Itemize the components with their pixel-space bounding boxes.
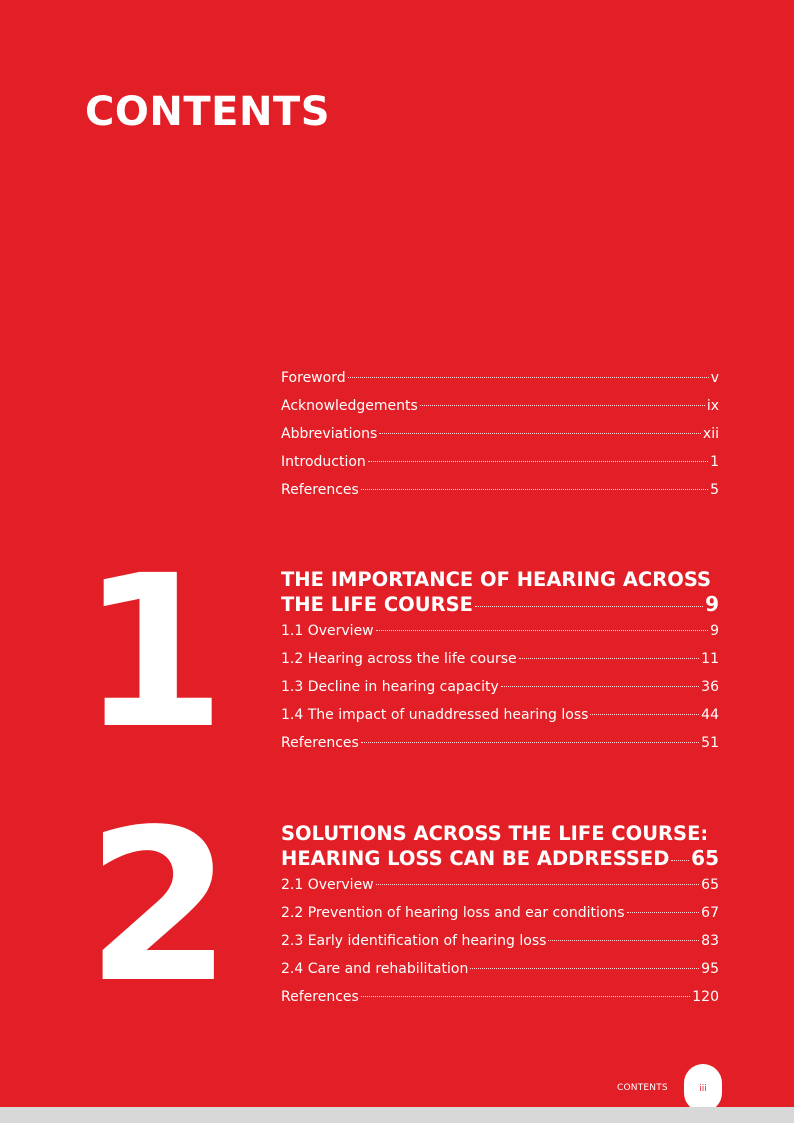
toc-entry[interactable] <box>281 955 719 983</box>
toc-entry-label: Abbreviations <box>281 426 378 442</box>
dot-leader <box>470 967 699 969</box>
toc-entry-page: 9 <box>710 623 719 639</box>
toc-entry-acknowledgements[interactable] <box>281 392 719 420</box>
dot-leader <box>519 657 700 659</box>
toc-entry-page: 5 <box>710 482 719 498</box>
toc-entry[interactable] <box>281 701 719 729</box>
toc-entry[interactable] <box>281 645 719 673</box>
chapter-title-line1: THE IMPORTANCE OF HEARING ACROSS <box>281 568 712 591</box>
toc-entry[interactable] <box>281 673 719 701</box>
toc-entry-page: 36 <box>701 679 719 695</box>
chapter-title-line1: SOLUTIONS ACROSS THE LIFE COURSE: <box>281 822 709 845</box>
toc-entry[interactable] <box>281 927 719 955</box>
toc-entry-label: 2.4 Care and rehabilitation <box>281 961 469 977</box>
toc-entry-label: Introduction <box>281 454 366 470</box>
footer-section-label: CONTENTS <box>617 1083 668 1093</box>
toc-entry-page: 1 <box>710 454 719 470</box>
chapter-number: 2 <box>86 784 233 1029</box>
toc-entry-page: 44 <box>701 707 719 723</box>
toc-entry-introduction[interactable] <box>281 448 719 476</box>
chapter-1-section <box>281 568 719 757</box>
chapter-page: 65 <box>691 846 719 870</box>
toc-entry-page: xii <box>702 426 719 442</box>
dot-leader <box>361 741 699 743</box>
toc-entry[interactable] <box>281 983 719 1011</box>
chapter-title-line2: THE LIFE COURSE <box>281 593 473 616</box>
page-bottom-margin <box>0 1107 794 1123</box>
toc-entry-page: 83 <box>701 933 719 949</box>
dot-leader <box>420 404 705 406</box>
front-matter-list <box>281 364 719 504</box>
toc-entry-abbreviations[interactable] <box>281 420 719 448</box>
dot-leader <box>475 605 703 607</box>
toc-entry-page: 65 <box>701 877 719 893</box>
toc-entry-page: 51 <box>701 735 719 751</box>
dot-leader <box>368 460 708 462</box>
toc-entry-label: Acknowledgements <box>281 398 418 414</box>
footer-page-number: iii <box>684 1064 722 1107</box>
toc-entry-foreword[interactable] <box>281 364 719 392</box>
chapter-heading[interactable] <box>281 822 719 871</box>
chapter-heading[interactable] <box>281 568 719 617</box>
toc-entry-page: ix <box>706 398 719 414</box>
toc-entry-page: 67 <box>701 905 719 921</box>
toc-entry-label: 2.2 Prevention of hearing loss and ear conditions <box>281 905 625 921</box>
dot-leader <box>376 629 708 631</box>
toc-entry[interactable] <box>281 617 719 645</box>
toc-entry-label: 2.1 Overview <box>281 877 374 893</box>
toc-entry-label: References <box>281 735 359 751</box>
toc-entry[interactable] <box>281 729 719 757</box>
toc-entry-label: 1.1 Overview <box>281 623 374 639</box>
page-title: CONTENTS <box>85 89 331 135</box>
toc-entry-references[interactable] <box>281 476 719 504</box>
toc-entry-label: References <box>281 482 359 498</box>
toc-entry-label: 1.3 Decline in hearing capacity <box>281 679 499 695</box>
dot-leader <box>361 995 690 997</box>
toc-entry[interactable] <box>281 899 719 927</box>
toc-entry-page: 11 <box>701 651 719 667</box>
dot-leader <box>361 488 708 490</box>
chapter-number: 1 <box>80 530 227 775</box>
toc-entry[interactable] <box>281 871 719 899</box>
toc-entry-page: 120 <box>692 989 719 1005</box>
dot-leader <box>379 432 701 434</box>
dot-leader <box>671 859 689 861</box>
dot-leader <box>627 911 700 913</box>
dot-leader <box>548 939 699 941</box>
dot-leader <box>348 376 709 378</box>
chapter-2-section <box>281 822 719 1011</box>
chapter-page: 9 <box>705 592 719 616</box>
toc-entry-label: Foreword <box>281 370 346 386</box>
toc-entry-label: 1.4 The impact of unaddressed hearing loss <box>281 707 589 723</box>
toc-entry-page: 95 <box>701 961 719 977</box>
toc-entry-label: References <box>281 989 359 1005</box>
toc-entry-label: 2.3 Early identification of hearing loss <box>281 933 547 949</box>
chapter-title-line2: HEARING LOSS CAN BE ADDRESSED <box>281 847 670 870</box>
dot-leader <box>376 883 700 885</box>
dot-leader <box>501 685 699 687</box>
toc-entry-page: v <box>710 370 719 386</box>
toc-entry-label: 1.2 Hearing across the life course <box>281 651 517 667</box>
dot-leader <box>590 713 699 715</box>
